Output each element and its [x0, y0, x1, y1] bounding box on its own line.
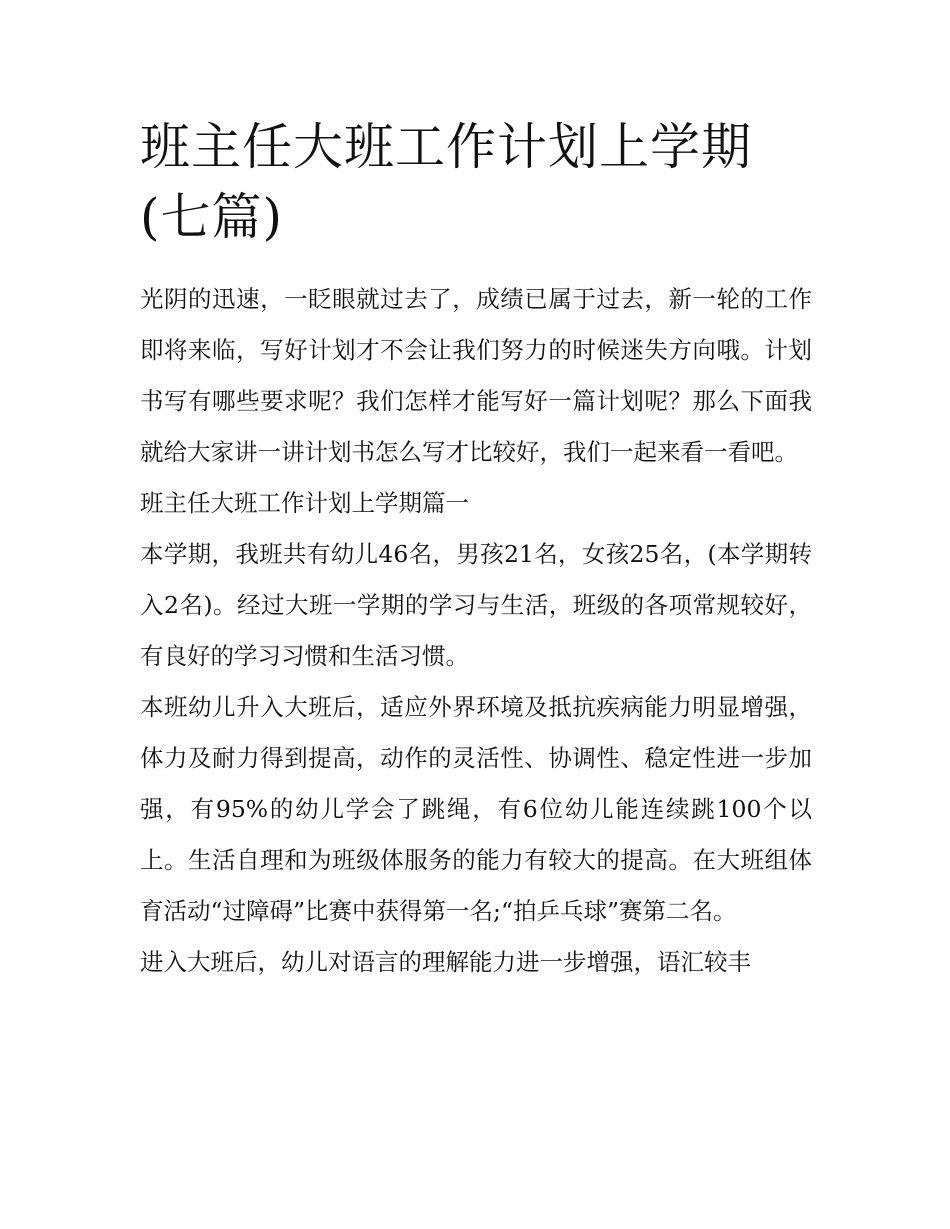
language-development-paragraph: 进入大班后，幼儿对语言的理解能力进一步增强，语汇较丰 — [140, 948, 751, 976]
class-overview-paragraph: 本学期，我班共有幼儿46名，男孩21名，女孩25名，(本学期转入2名)。经过大班一学期的学习与生活，班级的各项常规较好，有良好的学习习惯和生活习惯。 — [140, 540, 812, 670]
section-heading: 班主任大班工作计划上学期篇一 — [140, 489, 469, 517]
document-body — [140, 112, 812, 988]
intro-paragraph: 光阴的迅速，一眨眼就过去了，成绩已属于过去，新一轮的工作即将来临，写好计划才不会让我们努力的时候迷失方向哦。计划书写有哪些要求呢？我们怎样才能写好一篇计划呢？那么下面我就给大家讲一讲计划书怎么写才比较好，我们一起来看一看吧。 — [140, 285, 812, 466]
physical-development-paragraph: 本班幼儿升入大班后，适应外界环境及抵抗疾病能力明显增强，体力及耐力得到提高，动作的灵活性、协调性、稳定性进一步加强，有95%的幼儿学会了跳绳，有6位幼儿能连续跳100个以上。生活自理和为班级体服务的能力有较大的提高。在大班组体育活动“过障碍”比赛中获得第一名;“拍乒乓球”赛第二名。 — [140, 693, 812, 925]
document-title: 班主任大班工作计划上学期(七篇) — [140, 118, 752, 246]
